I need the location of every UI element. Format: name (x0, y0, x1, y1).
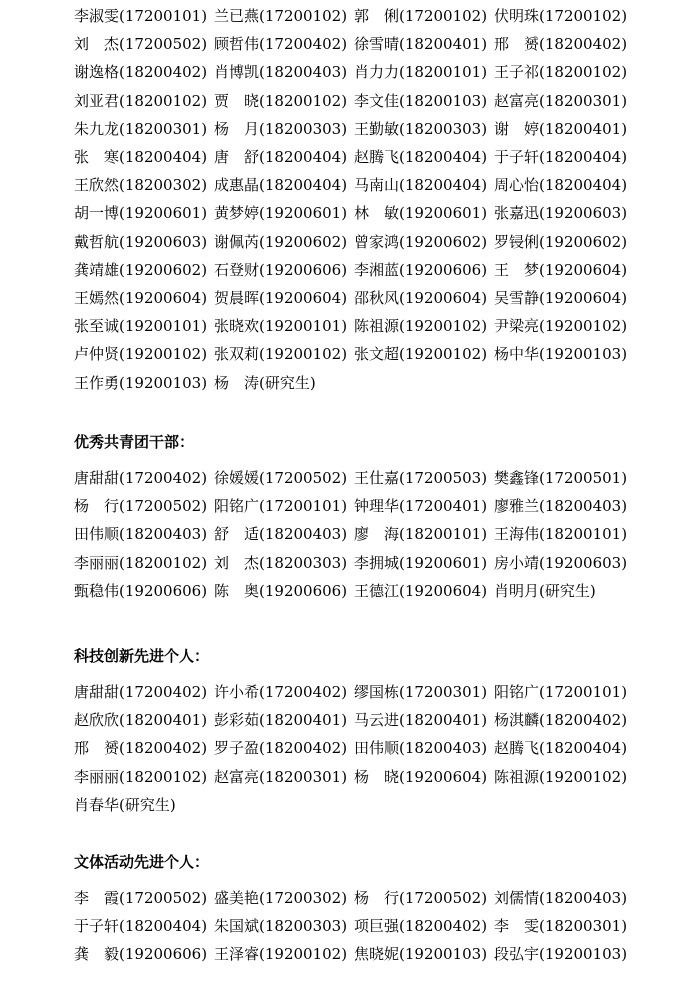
name-row (74, 942, 634, 966)
person-entry: 刘 杰(17200502) (74, 35, 208, 54)
person-entry: 杨 晓(19200604) (354, 767, 488, 786)
person-entry: 缪国栋(17200301) (354, 683, 488, 701)
person-entry: 陈 奥(19200606) (214, 581, 348, 600)
name-row (74, 886, 634, 910)
name-row (74, 736, 634, 760)
section-heading: 科技创新先进个人： (74, 647, 210, 665)
name-row (74, 4, 634, 28)
person-entry: 李拥城(19200601) (354, 553, 488, 572)
person-entry: 樊鑫锋(17200501) (494, 469, 628, 487)
person-entry: 张晓欢(19200101) (214, 317, 348, 336)
person-entry: 唐甜甜(17200402) (74, 683, 208, 701)
person-entry: 赵腾飞(18200404) (494, 739, 628, 758)
person-entry: 王泽睿(19200102) (214, 945, 348, 964)
person-entry: 戴哲航(19200603) (74, 232, 208, 251)
person-entry: 肖春华(研究生) (74, 795, 176, 814)
person-entry: 朱九龙(18200301) (74, 119, 208, 138)
person-entry: 朱国斌(18200303) (214, 917, 348, 936)
person-entry: 李淑雯(17200101) (74, 7, 208, 25)
person-entry: 王欣然(18200302) (74, 176, 208, 195)
person-entry: 林 敏(19200601) (354, 204, 488, 223)
name-row (74, 117, 634, 141)
name-row (74, 371, 634, 395)
person-entry: 陈祖源(19200102) (354, 317, 488, 336)
person-entry: 项巨强(18200402) (354, 917, 488, 936)
person-entry: 马云进(18200401) (354, 711, 488, 730)
person-entry: 杨淇麟(18200402) (494, 711, 628, 730)
person-entry: 李 霞(17200502) (74, 889, 208, 907)
person-entry: 于子轩(18200404) (74, 917, 208, 936)
person-entry: 肖明月(研究生) (494, 581, 596, 600)
person-entry: 卢仲贤(19200102) (74, 345, 208, 364)
person-entry: 田伟顺(18200403) (354, 739, 488, 758)
name-row (74, 314, 634, 338)
person-entry: 徐媛媛(17200502) (214, 469, 348, 487)
person-entry: 龚 毅(19200606) (74, 945, 208, 964)
person-entry: 顾哲伟(17200402) (214, 35, 348, 54)
person-entry: 邢 赟(18200402) (74, 739, 208, 758)
person-entry: 李丽丽(18200102) (74, 767, 208, 786)
person-entry: 段弘宇(19200103) (494, 945, 628, 964)
person-entry: 张至诚(19200101) (74, 317, 208, 336)
name-row (74, 708, 634, 732)
person-entry: 成惠晶(18200404) (214, 176, 348, 195)
person-entry: 唐 舒(18200404) (214, 148, 348, 166)
name-row (74, 765, 634, 789)
person-entry: 张嘉迅(19200603) (494, 204, 628, 223)
person-entry: 肖力力(18200101) (354, 63, 488, 82)
person-entry: 兰已燕(17200102) (214, 7, 348, 25)
name-row (74, 466, 634, 490)
person-entry: 舒 适(18200403) (214, 525, 348, 544)
person-entry: 罗子盈(18200402) (214, 739, 348, 758)
person-entry: 张文超(19200102) (354, 345, 488, 364)
name-row (74, 494, 634, 518)
person-entry: 尹梁亮(19200102) (494, 317, 628, 336)
person-entry: 赵腾飞(18200404) (354, 148, 488, 166)
person-entry: 黄梦婷(19200601) (214, 204, 348, 223)
person-entry: 刘儒情(18200403) (494, 889, 628, 907)
person-entry: 王子祁(18200102) (494, 63, 628, 82)
person-entry: 唐甜甜(17200402) (74, 469, 208, 487)
person-entry: 张双莉(19200102) (214, 345, 348, 364)
person-entry: 赵富亮(18200301) (494, 91, 628, 110)
person-entry: 王勤敏(18200303) (354, 119, 488, 138)
person-entry: 马南山(18200404) (354, 176, 488, 195)
name-row (74, 32, 634, 56)
person-entry: 彭彩茹(18200401) (214, 711, 348, 730)
person-entry: 杨 月(18200303) (214, 119, 348, 138)
person-entry: 房小靖(19200603) (494, 553, 628, 572)
name-row (74, 201, 634, 225)
person-entry: 谢 婷(18200401) (494, 119, 628, 138)
person-entry: 王作勇(19200103) (74, 373, 208, 392)
person-entry: 贾 晓(18200102) (214, 91, 348, 110)
name-row (74, 145, 634, 169)
person-entry: 刘 杰(18200303) (214, 553, 348, 572)
name-row (74, 680, 634, 704)
person-entry: 吴雪静(19200604) (494, 289, 628, 307)
person-entry: 阳铭广(17200101) (214, 497, 348, 516)
person-entry: 杨 行(17200502) (354, 889, 488, 907)
person-entry: 杨 行(17200502) (74, 497, 208, 516)
person-entry: 田伟顺(18200403) (74, 525, 208, 544)
person-entry: 刘亚君(18200102) (74, 91, 208, 110)
section-heading: 优秀共青团干部： (74, 433, 195, 451)
person-entry: 罗锓俐(19200602) (494, 232, 628, 251)
name-row (74, 230, 634, 254)
person-entry: 郭 俐(17200102) (354, 7, 488, 25)
person-entry: 曾家鸿(19200602) (354, 232, 488, 251)
person-entry: 邢 赟(18200402) (494, 35, 628, 54)
person-entry: 李丽丽(18200102) (74, 553, 208, 572)
person-entry: 于子轩(18200404) (494, 148, 628, 166)
person-entry: 廖 海(18200101) (354, 525, 488, 544)
person-entry: 王德江(19200604) (354, 581, 488, 600)
person-entry: 杨中华(19200103) (494, 345, 628, 364)
person-entry: 李 雯(18200301) (494, 917, 628, 936)
person-entry: 肖博凯(18200403) (214, 63, 348, 82)
person-entry: 焦晓妮(19200103) (354, 945, 488, 964)
person-entry: 王仕嘉(17200503) (354, 469, 488, 487)
person-entry: 许小希(17200402) (214, 683, 348, 701)
person-entry: 王 梦(19200604) (494, 260, 628, 279)
person-entry: 钟理华(17200401) (354, 497, 488, 516)
person-entry: 赵富亮(18200301) (214, 767, 348, 786)
person-entry: 伏明珠(17200102) (494, 7, 628, 25)
person-entry: 贺晨晖(19200604) (214, 289, 348, 307)
name-row (74, 914, 634, 938)
person-entry: 龚靖雄(19200602) (74, 260, 208, 279)
person-entry: 陈祖源(19200102) (494, 767, 628, 786)
person-entry: 邵秋风(19200604) (354, 289, 488, 307)
name-row (74, 89, 634, 113)
name-row (74, 258, 634, 282)
name-row (74, 551, 634, 575)
person-entry: 谢逸格(18200402) (74, 63, 208, 82)
person-entry: 胡一博(19200601) (74, 204, 208, 223)
person-entry: 谢佩芮(19200602) (214, 232, 348, 251)
person-entry: 石登财(19200606) (214, 260, 348, 279)
person-entry: 王嫣然(19200604) (74, 289, 208, 307)
name-row (74, 342, 634, 366)
person-entry: 周心怡(18200404) (494, 176, 628, 195)
name-row (74, 579, 634, 603)
name-row (74, 522, 634, 546)
person-entry: 廖雅兰(18200403) (494, 497, 628, 516)
section-heading: 文体活动先进个人： (74, 853, 210, 871)
name-row (74, 286, 634, 310)
name-row (74, 793, 634, 817)
person-entry: 杨 涛(研究生) (214, 373, 316, 392)
person-entry: 张 寒(18200404) (74, 148, 208, 166)
person-entry: 李文佳(18200103) (354, 91, 488, 110)
person-entry: 甄稳伟(19200606) (74, 581, 208, 600)
name-row (74, 173, 634, 197)
person-entry: 王海伟(18200101) (494, 525, 628, 544)
person-entry: 盛美艳(17200302) (214, 889, 348, 907)
name-row (74, 60, 634, 84)
person-entry: 阳铭广(17200101) (494, 683, 628, 701)
person-entry: 赵欣欣(18200401) (74, 711, 208, 730)
person-entry: 李湘蓝(19200606) (354, 260, 488, 279)
person-entry: 徐雪晴(18200401) (354, 35, 488, 54)
